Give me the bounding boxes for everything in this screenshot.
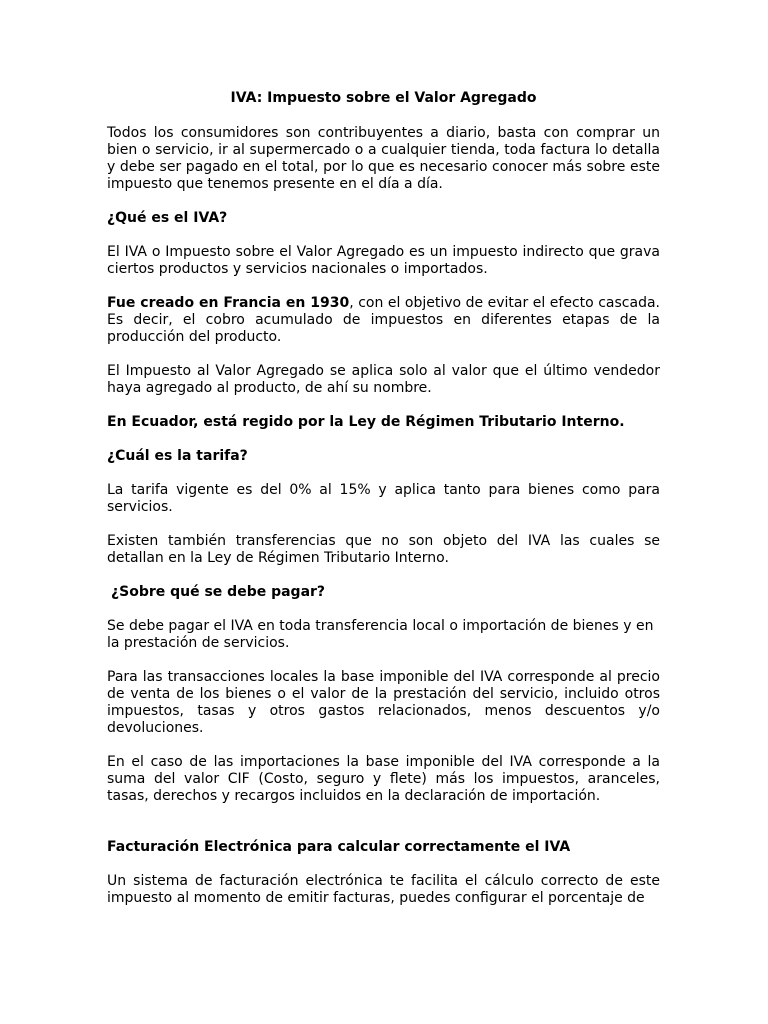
intro-paragraph: Todos los consumidores son contribuyentes a diario, basta con comprar un bien o servicio, ir al supermercado o a cualquier tienda, toda factura lo detalla y debe ser pagado en el total, por lo que es necesario conocer más sobre este impuesto que tenemos presente en el día a día. bbox=[107, 125, 660, 192]
document-page bbox=[107, 90, 660, 924]
local-transactions-paragraph: Para las transacciones locales la base imponible del IVA corresponde al precio de venta de los bienes o el valor de la prestación del servicio, incluido otros impuestos, tasas y otros gastos relacionados, menos descuentos y/o devoluciones. bbox=[107, 669, 660, 736]
heading-tarifa: ¿Cuál es la tarifa? bbox=[107, 448, 248, 464]
definition-paragraph: El IVA o Impuesto sobre el Valor Agregado es un impuesto indirecto que grava ciertos productos y servicios nacionales o importados. bbox=[107, 244, 660, 277]
pay-paragraph: Se debe pagar el IVA en toda transferencia local o importación de bienes y en la prestación de servicios. bbox=[107, 618, 654, 651]
rate-paragraph: La tarifa vigente es del 0% al 15% y aplica tanto para bienes como para servicios. bbox=[107, 482, 660, 515]
heading-facturacion: Facturación Electrónica para calcular correctamente el IVA bbox=[107, 839, 571, 855]
heading-sobre-que: ¿Sobre qué se debe pagar? bbox=[111, 584, 326, 600]
imports-paragraph: En el caso de las importaciones la base imponible del IVA corresponde a la suma del valor CIF (Costo, seguro y flete) más los impuestos, aranceles, tasas, derechos y recargos incluidos en la declaración de importación. bbox=[107, 754, 660, 804]
origin-bold-text: Fue creado en Francia en 1930 bbox=[107, 295, 350, 311]
heading-ecuador: En Ecuador, está regido por la Ley de Régimen Tributario Interno. bbox=[107, 414, 625, 430]
origin-rest-text: , con el objetivo de evitar el efecto cascada. Es decir, el cobro acumulado de impuestos en diferentes etapas de la producción del producto. bbox=[107, 295, 660, 345]
heading-que-es-iva: ¿Qué es el IVA? bbox=[107, 210, 228, 226]
applies-paragraph: El Impuesto al Valor Agregado se aplica solo al valor que el último vendedor haya agregado al producto, de ahí su nombre. bbox=[107, 363, 660, 396]
origin-paragraph bbox=[107, 295, 660, 346]
document-title: IVA: Impuesto sobre el Valor Agregado bbox=[230, 90, 537, 106]
system-paragraph: Un sistema de facturación electrónica te facilita el cálculo correcto de este impuesto al momento de emitir facturas, puedes configurar el porcentaje de bbox=[107, 873, 660, 906]
transfers-paragraph: Existen también transferencias que no son objeto del IVA las cuales se detallan en la Ley de Régimen Tributario Interno. bbox=[107, 533, 660, 566]
